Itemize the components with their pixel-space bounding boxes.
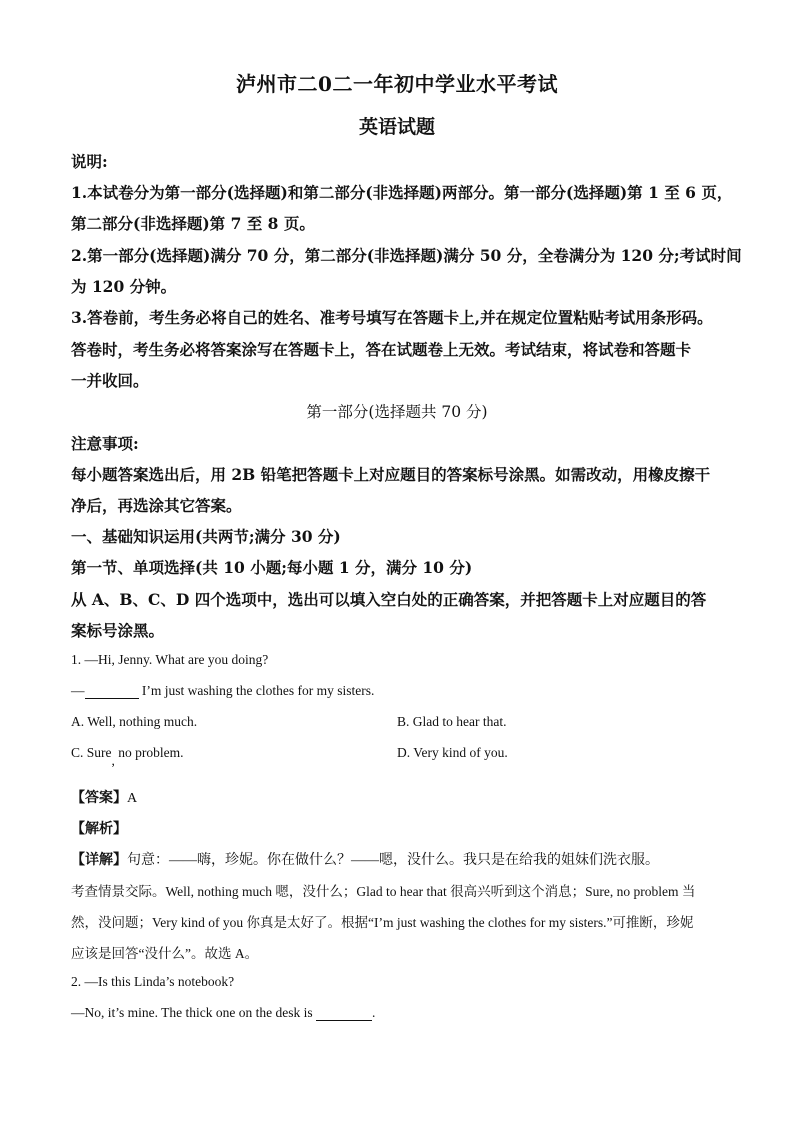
q1-option-c-part1: C. Sure — [71, 745, 112, 760]
instruction-3b: 答卷时，考生务必将答案涂写在答题卡上，答在试题卷上无效。考试结束，将试卷和答题卡 — [71, 340, 692, 359]
instruction-3c: 一并收回。 — [71, 371, 149, 390]
q1-option-b: B. Glad to hear that. — [397, 714, 507, 729]
q2-blank — [316, 1008, 372, 1021]
q1-dash: — — [71, 683, 85, 698]
q1-option-c-part2: no problem. — [114, 745, 184, 760]
subsection-1-heading: 第一节、单项选择(共 10 小题;每小题 1 分，满分 10 分) — [71, 558, 473, 577]
exam-title: 泸州市二0二一年初中学业水平考试 — [236, 72, 558, 96]
q2-end: . — [371, 1005, 376, 1020]
q1-detail — [71, 849, 727, 869]
q2-response-text: —No, it’s mine. The thick one on the desk is — [71, 1005, 316, 1020]
q1-option-c-comma: , — [111, 753, 115, 768]
q2-stem: 2. —Is this Linda’s notebook? — [71, 974, 235, 989]
q1-stem: 1. —Hi, Jenny. What are you doing? — [71, 652, 269, 667]
directions-line-a: 从 A、B、C、D 四个选项中，选出可以填入空白处的正确答案，并把答题卡上对应题目的答 — [71, 590, 707, 609]
instruction-1a: 1.本试卷分为第一部分(选择题)和第二部分(非选择题)两部分。第一部分(选择题)第 1 至 6 页， — [71, 183, 733, 202]
instruction-2b: 为 120 分钟。 — [71, 277, 177, 296]
exam-subtitle: 英语试题 — [358, 116, 435, 138]
part1-heading: 第一部分(选择题共 70 分) — [306, 403, 488, 421]
answer-tag: 【答案】 — [71, 791, 127, 806]
instruction-1b: 第二部分(非选择题)第 7 至 8 页。 — [71, 214, 315, 233]
q1-explanation-2: 然，没问题；Very kind of you 你真是太好了。根据“I’m just washing the clothes for my sisters.”可推断，珍妮 — [71, 915, 694, 930]
q2-response — [71, 1005, 727, 1021]
detail-text: 句意：——嗨，珍妮。你在做什么？——嗯，没什么。我只是在给我的姐妹们洗衣服。 — [127, 853, 659, 868]
section-1-heading: 一、基础知识运用(共两节;满分 30 分) — [71, 527, 341, 546]
q1-option-d: D. Very kind of you. — [397, 745, 508, 760]
answer-value: A — [127, 791, 138, 806]
q1-answer — [71, 787, 727, 807]
q1-explanation-1: 考查情景交际。Well, nothing much 嗯，没什么；Glad to hear that 很高兴听到这个消息；Sure, no problem 当 — [71, 884, 696, 899]
analysis-tag: 【解析】 — [71, 822, 127, 837]
instruction-2a: 2.第一部分(选择题)满分 70 分，第二部分(非选择题)满分 50 分，全卷满分为 120 分;考试时间 — [71, 246, 742, 265]
instructions-heading: 说明: — [71, 152, 108, 171]
q1-response-text: I’m just washing the clothes for my sisters. — [138, 683, 375, 698]
q1-option-a: A. Well, nothing much. — [71, 714, 198, 729]
notes-heading: 注意事项: — [71, 434, 139, 453]
q1-explanation-3: 应该是回答“没什么”。故选 A。 — [71, 946, 259, 961]
q1-response — [71, 683, 727, 699]
q1-blank — [85, 686, 139, 699]
notes-line-b: 净后，再选涂其它答案。 — [71, 496, 242, 515]
notes-line-a: 每小题答案选出后，用 2B 铅笔把答题卡上对应题目的答案标号涂黑。如需改动，用橡皮擦干 — [71, 465, 711, 484]
directions-line-b: 案标号涂黑。 — [71, 621, 165, 640]
instruction-3a: 3.答卷前，考生务必将自己的姓名、准考号填写在答题卡上,并在规定位置粘贴考试用条形码。 — [71, 308, 713, 327]
detail-tag: 【详解】 — [71, 853, 127, 868]
